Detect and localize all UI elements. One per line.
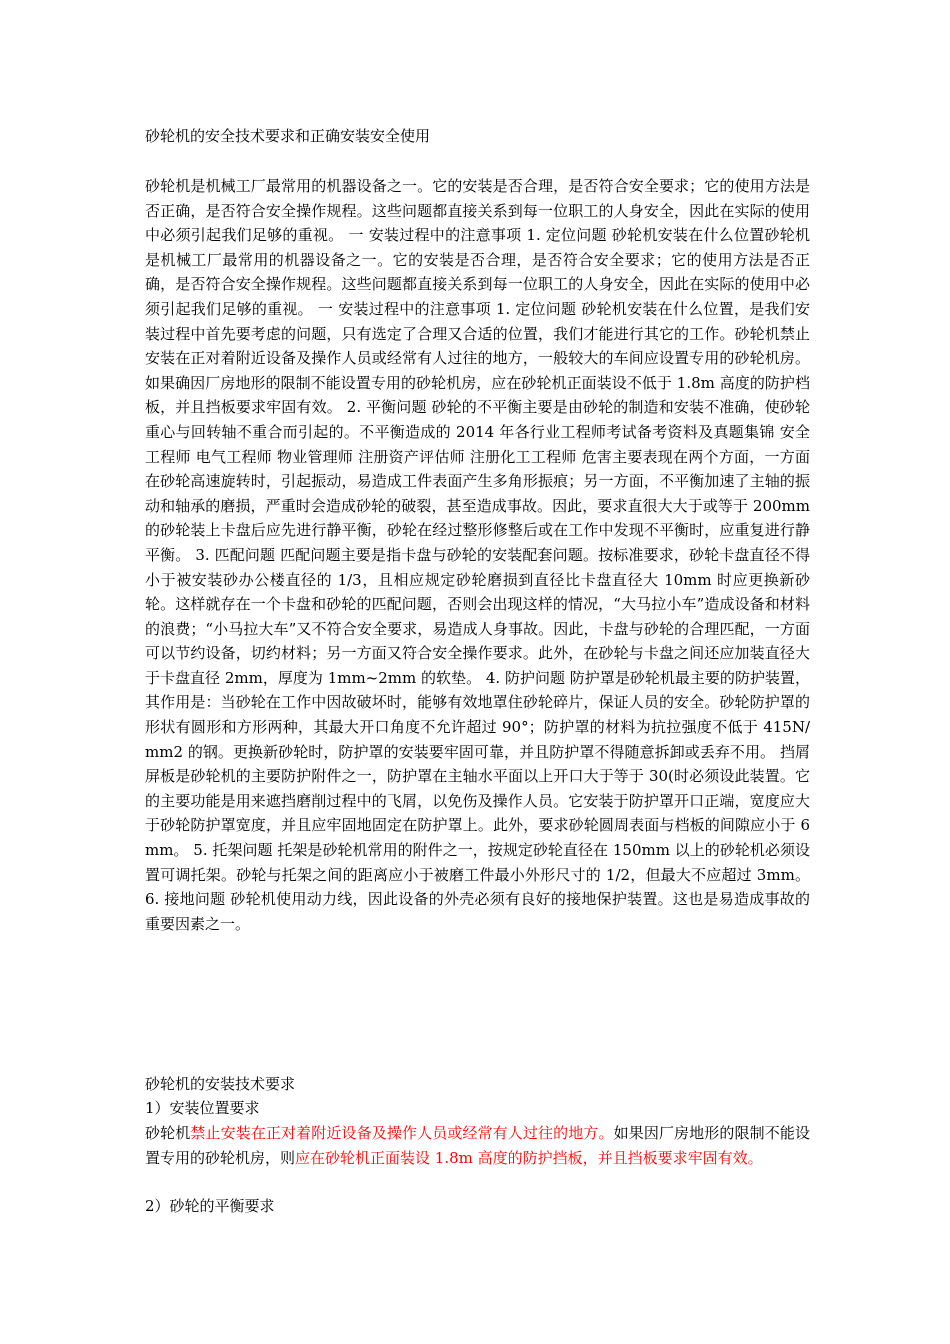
item2-heading: 2）砂轮的平衡要求	[145, 1197, 275, 1215]
item1-text-c: 如果因厂房地形的限制不能设置专用的砂轮机房，则	[145, 1124, 810, 1167]
section-title: 砂轮机的安装技术要求	[145, 1075, 296, 1093]
item1-highlight-b: 禁止安装在正对着附近设备及操作人员或经常有人过往的地方。	[190, 1124, 614, 1142]
item1-text-a: 砂轮机	[145, 1124, 191, 1142]
document-title: 砂轮机的安全技术要求和正确安装安全使用	[145, 127, 431, 145]
item1-paragraph	[145, 1121, 810, 1170]
item1-heading: 1）安装位置要求	[145, 1099, 260, 1117]
item1-highlight-d: 应在砂轮机正面装设 1.8m 高度的防护挡板，并且挡板要求牢固有效。	[295, 1148, 763, 1167]
body-paragraph: 砂轮机是机械工厂最常用的机器设备之一。它的安装是否合理，是否符合安全要求；它的使用方法是否正确，是否符合安全操作规程。这些问题都直接关系到每一位职工的人身安全，因此在实际的使用中必须引起我们足够的重视。 一 安装过程中的注意事项 1. 定位问题 砂轮机安装在什么位置砂轮机是机械工厂最常用的机器设备之一。它的安装是否合理，是否符合安全要求；它的使用方法是否正确，是否符合安全操作规程。这些问题都直接关系到每一位职工的人身安全，因此在实际的使用中必须引起我们足够的重视。 一 安装过程中的注意事项 1. 定位问题 砂轮机安装在什么位置，是我们安装过程中首先要考虑的问题，只有选定了合理又合适的位置，我们才能进行其它的工作。砂轮机禁止安装在正对着附近设备及操作人员或经常有人过往的地方，一般较大的车间应设置专用的砂轮机房。如果确因厂房地形的限制不能设置专用的砂轮机房，应在砂轮机正面装设不低于 1.8m 高度的防护档板，并且挡板要求牢固有效。 2. 平衡问题 砂轮的不平衡主要是由砂轮的制造和安装不准确，使砂轮重心与回转轴不重合而引起的。不平衡造成的 2014 年各行业工程师考试备考资料及真题集锦 安全工程师 电气工程师 物业管理师 注册资产评估师 注册化工工程师 危害主要表现在两个方面，一方面在砂轮高速旋转时，引起振动，易造成工件表面产生多角形振痕；另一方面，不平衡加速了主轴的振动和轴承的磨损，严重时会造成砂轮的破裂，甚至造成事故。因此，要求直很大大于或等于 200mm 的砂轮装上卡盘后应先进行静平衡，砂轮在经过整形修整后或在工作中发现不平衡时，应重复进行静平衡。 3. 匹配问题 匹配问题主要是指卡盘与砂轮的安装配套问题。按标准要求，砂轮卡盘直径不得小于被安装砂办公楼直径的 1/3，且相应规定砂轮磨损到直径比卡盘直径大 10mm 时应更换新砂轮。这样就存在一个卡盘和砂轮的匹配问题，否则会出现这样的情况，“大马拉小车”造成设备和材料的浪费；“小马拉大车”又不符合安全要求，易造成人身事故。因此，卡盘与砂轮的合理匹配，一方面可以节约设备，切约材料；另一方面又符合安全操作要求。此外，在砂轮与卡盘之间还应加装直径大于卡盘直径 2mm，厚度为 1mm~2mm 的软垫。 4. 防护问题 防护罩是砂轮机最主要的防护装置，其作用是：当砂轮在工作中因故破坏时，能够有效地罩住砂轮碎片，保证人员的安全。砂轮防护罩的形状有圆形和方形两种，其最大开口角度不允许超过 90°；防护罩的材料为抗拉强度不低于 415N/mm2 的钢。更换新砂轮时，防护罩的安装要牢固可靠，并且防护罩不得随意拆卸或丢弃不用。 挡屑屏板是砂轮机的主要防护附件之一，防护罩在主轴水平面以上开口大于等于 30(时必须设此装置。它的主要功能是用来遮挡磨削过程中的飞屑，以免伤及操作人员。它安装于防护罩开口正端，宽度应大于砂轮防护罩宽度，并且应牢固地固定在防护罩上。此外，要求砂轮圆周表面与档板的间隙应小于 6mm。 5. 托架问题 托架是砂轮机常用的附件之一，按规定砂轮直径在 150mm 以上的砂轮机必须设置可调托架。砂轮与托架之间的距离应小于被磨工件最小外形尺寸的 1/2，但最大不应超过 3mm。 6. 接地问题 砂轮机使用动力线，因此设备的外壳必须有良好的接地保护装置。这也是易造成事故的重要因素之一。	[145, 177, 810, 933]
